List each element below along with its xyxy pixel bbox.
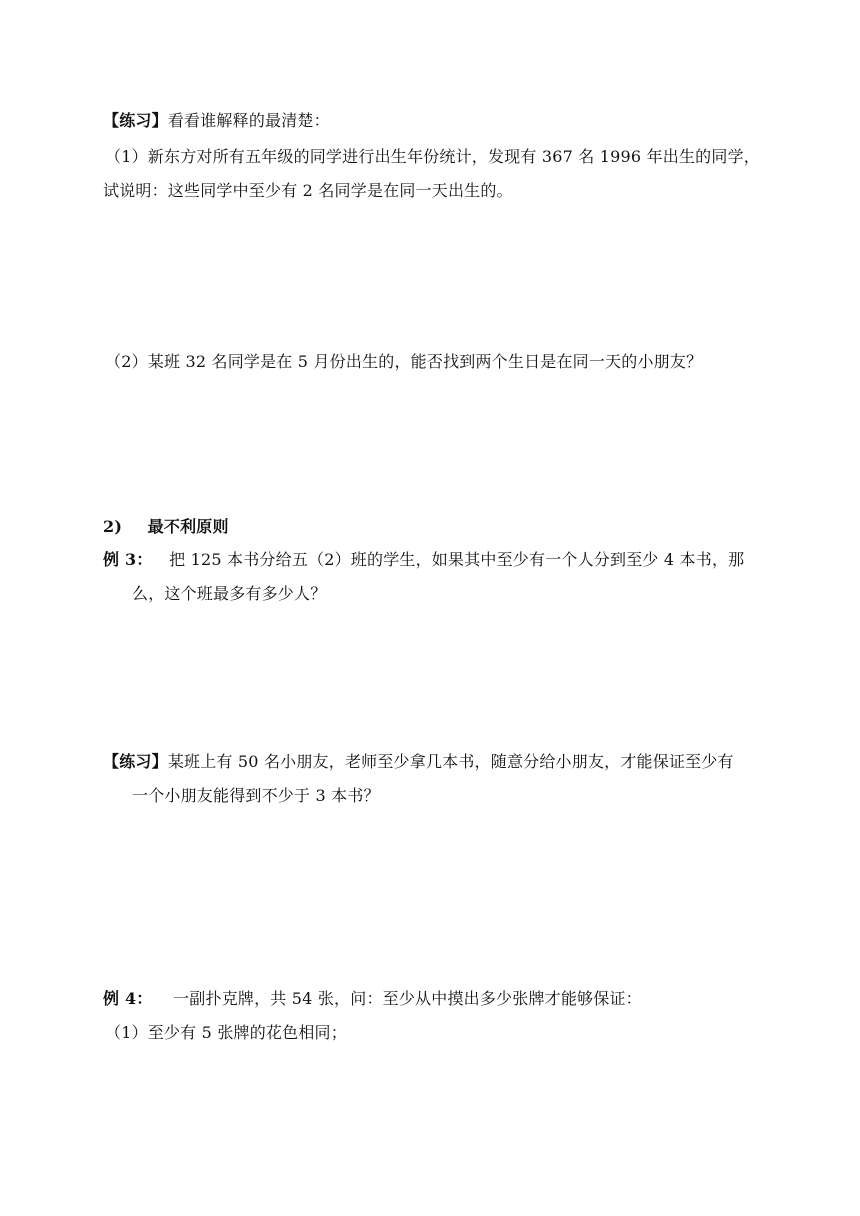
section2-title: 最不利原则 (147, 517, 229, 536)
practice2-text1: 某班上有 50 名小朋友，老师至少拿几本书，随意分给小朋友，才能保证至少有 (167, 752, 734, 771)
practice1-q1-line2: 试说明：这些同学中至少有 2 名同学是在同一天出生的。 (103, 181, 513, 200)
example3-line2: 么，这个班最多有多少人？ (132, 584, 327, 603)
example4-line1 (103, 988, 642, 1010)
practice-tag: 【练习】 (103, 752, 168, 771)
practice-tag: 【练习】 (103, 111, 168, 130)
example4-text1: 一副扑克牌，共 54 张，问：至少从中摸出多少张牌才能够保证： (173, 989, 642, 1008)
practice1-q1-line1: （1）新东方对所有五年级的同学进行出生年份统计，发现有 367 名 1996 年出生的同学， (105, 147, 760, 166)
example3-text1: 把 125 本书分给五（2）班的学生，如果其中至少有一个人分到至少 4 本书，那 (169, 550, 745, 569)
practice1-intro: 看看谁解释的最清楚： (167, 111, 330, 130)
practice1-q2: （2）某班 32 名同学是在 5 月份出生的，能否找到两个生日是在同一天的小朋友？ (105, 352, 703, 371)
example4-label: 例 4： (103, 989, 153, 1008)
example4-sub1: （1）至少有 5 张牌的花色相同； (105, 1023, 347, 1042)
practice1-intro-line (103, 110, 330, 132)
practice2-line1 (103, 751, 734, 773)
section2-heading (103, 516, 229, 538)
practice2-line2: 一个小朋友能得到不少于 3 本书？ (132, 786, 380, 805)
example3-label: 例 3： (103, 550, 153, 569)
section2-number: 2) (103, 517, 123, 536)
example3-line1 (103, 549, 744, 571)
